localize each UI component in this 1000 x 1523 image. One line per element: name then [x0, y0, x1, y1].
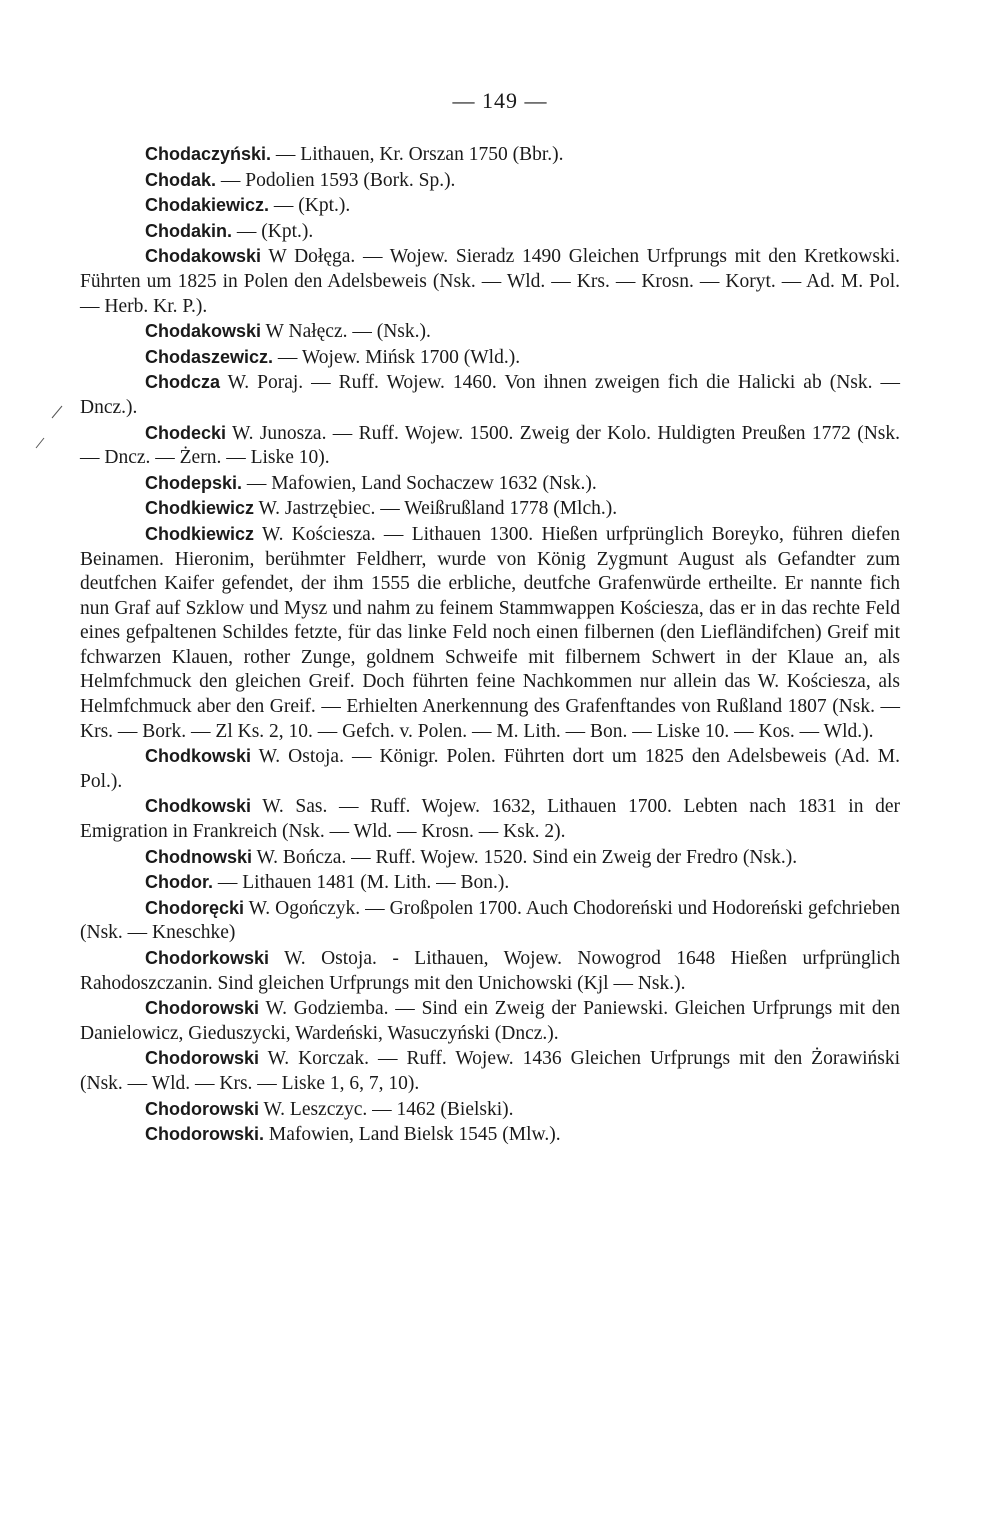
- entry-text: — Lithauen, Kr. Orszan 1750 (Bbr.).: [271, 144, 564, 165]
- entry-name: Chodkiewicz: [145, 498, 255, 519]
- entry: [80, 870, 900, 896]
- entry-name: Chodakiewicz.: [145, 195, 270, 216]
- entry-name: Chodorowski: [145, 1048, 260, 1069]
- entry: [80, 896, 900, 946]
- entry: [80, 142, 900, 168]
- entry-name: Chodorkowski: [145, 948, 270, 968]
- entry-name: Chodak.: [145, 169, 217, 190]
- entry-name: Chodkiewicz: [145, 523, 255, 544]
- entry: [80, 794, 900, 844]
- entry: [80, 496, 900, 522]
- entry-list: [80, 142, 900, 1148]
- entry-name: Chodakowski: [145, 321, 262, 342]
- entry: [80, 168, 900, 194]
- entry-name: Chodaczyński.: [145, 144, 272, 164]
- entry-name: Chodkowski: [145, 796, 252, 817]
- entry-name: Chodakowski: [145, 246, 262, 267]
- entry: [80, 946, 900, 996]
- entry-text: — Podolien 1593 (Bork. Sp.).: [216, 169, 456, 191]
- entry-text: W. Ogończyk. — Großpolen 1700. Auch Chodoreński und Hodoreński gefchrieben (Nsk. — Kneschke): [80, 897, 900, 944]
- entry-name: Chodnowski: [145, 846, 252, 867]
- entry-text: W. Korczak. — Ruff. Wojew. 1436 Gleichen Urfprungs mit den Żorawiński (Nsk. — Wld. — Krs. — Liske 1, 6, 7, 10).: [80, 1048, 900, 1094]
- entry-text: W. Poraj. — Ruff. Wojew. 1460. Von ihnen zweigen fich die Halicki ab (Nsk. — Dncz.).: [80, 372, 900, 418]
- entry-text: W. Ostoja. — Königr. Polen. Führten dort um 1825 den Adelsbeweis (Ad. M. Pol.).: [80, 746, 900, 792]
- entry-name: Chodaszewicz.: [145, 346, 274, 367]
- entry: [80, 471, 900, 497]
- entry: [80, 744, 900, 794]
- entry-name: Chodepski.: [145, 472, 243, 493]
- entry-name: Chodor.: [145, 872, 213, 893]
- entry-text: W. Kościesza. — Lithauen 1300. Hießen urfprünglich Boreyko, führen diefen Beinamen. Hieronim, berühmter Feldherr, wurde von König Zygmunt August als Gefandter zum deutfchen Kaifer gefendet, der ihm 1555 die erbliche, deutfche Grafenwürde ertheilte. Er nannte fich nun Graf auf Szklow und Mysz und nahm zu feinem Stammwappen Kościesza, das er in das rechte Feld eines gefpaltenen Schildes fetzte, für das linke Feld noch einen filbernen (den Liefländifchen) Greif mit fchwarzen Klauen, rother Zunge, goldnem Schweife mit filbernem Schwert in der Klaue an, als Helmfchmuck den gleichen Greif. Doch führten feine Nachkommen nur allein das W. Kościesza, als Helmfchmuck aber den Greif. — Erhielten Anerkennung des Grafenftandes von Rußland 1807 (Nsk. — Krs. — Bork. — Zl Ks. 2, 10. — Gefch. v. Polen. — M. Lith. — Bon. — Liske 10. — Kos. — Wld.).: [80, 523, 900, 742]
- entry: [80, 1097, 900, 1123]
- entry-text: W Dołęga. — Wojew. Sieradz 1490 Gleichen Urfprungs mit den Kretkowski. Führten um 1825 in Polen den Adelsbeweis (Nsk. — Wld. — Krs. — Krosn. — Koryt. — Ad. M. Pol. — Herb. Kr. P.).: [80, 246, 900, 317]
- entry-text: — (Kpt.).: [269, 195, 351, 217]
- entry: [80, 244, 900, 319]
- entry: [80, 845, 900, 871]
- entry-name: Chodorowski: [145, 1098, 260, 1119]
- entry-text: — Lithauen 1481 (M. Lith. — Bon.).: [213, 872, 510, 894]
- entry-text: W Nałęcz. — (Nsk.).: [261, 321, 431, 343]
- entry-text: W. Leszczyc. — 1462 (Bielski).: [259, 1098, 514, 1120]
- entry-name: Chodorowski.: [145, 1124, 265, 1145]
- entry-text: W. Jastrzębiec. — Weißrußland 1778 (Mlch.).: [254, 498, 618, 520]
- entry-name: Chodoręcki: [145, 897, 245, 918]
- entry-text: — (Kpt.).: [232, 220, 314, 242]
- entry-name: Chodorowski: [145, 998, 260, 1019]
- entry: [80, 370, 900, 420]
- entry: [80, 421, 900, 471]
- entry-name: Chodakin.: [145, 220, 233, 241]
- entry: [80, 193, 900, 219]
- entry-name: Chodecki: [145, 422, 227, 443]
- entry: [80, 345, 900, 371]
- pencil-mark: [52, 406, 62, 418]
- entry: [80, 522, 900, 744]
- entry: [80, 1122, 900, 1148]
- entry-text: W. Godziemba. — Sind ein Zweig der Paniewski. Gleichen Urfprungs mit den Danielowicz, Gieduszycki, Wardeński, Wasuczyński (Dncz.).: [80, 998, 900, 1044]
- entry-text: W. Sas. — Ruff. Wojew. 1632, Lithauen 1700. Lebten nach 1831 in der Emigration in Frankreich (Nsk. — Wld. — Krosn. — Ksk. 2).: [80, 796, 900, 843]
- entry: [80, 319, 900, 345]
- entry-text: W. Bończa. — Ruff. Wojew. 1520. Sind ein Zweig der Fredro (Nsk.).: [252, 846, 798, 868]
- entry-text: — Wojew. Mińsk 1700 (Wld.).: [273, 346, 521, 368]
- entry: [80, 219, 900, 245]
- entry-text: Mafowien, Land Bielsk 1545 (Mlw.).: [264, 1124, 561, 1146]
- entry: [80, 1046, 900, 1096]
- pencil-mark: [36, 438, 44, 448]
- entry-text: W. Junosza. — Ruff. Wojew. 1500. Zweig der Kolo. Huldigten Preußen 1772 (Nsk. — Dncz. — Żern. — Liske 10).: [80, 422, 900, 469]
- entry-name: Chodcza: [145, 372, 221, 393]
- margin-pencil-marks: [34, 404, 64, 454]
- page-number: — 149 —: [452, 88, 548, 113]
- entry: [80, 996, 900, 1046]
- entry-text: W. Ostoja. - Lithauen, Wojew. Nowogrod 1648 Hießen urfprünglich Rahodoszczanin. Sind gleichen Urfprungs mit den Unichowski (Kjl — Nsk.).: [80, 948, 900, 994]
- entry-name: Chodkowski: [145, 746, 252, 767]
- entry-text: — Mafowien, Land Sochaczew 1632 (Nsk.).: [242, 472, 597, 494]
